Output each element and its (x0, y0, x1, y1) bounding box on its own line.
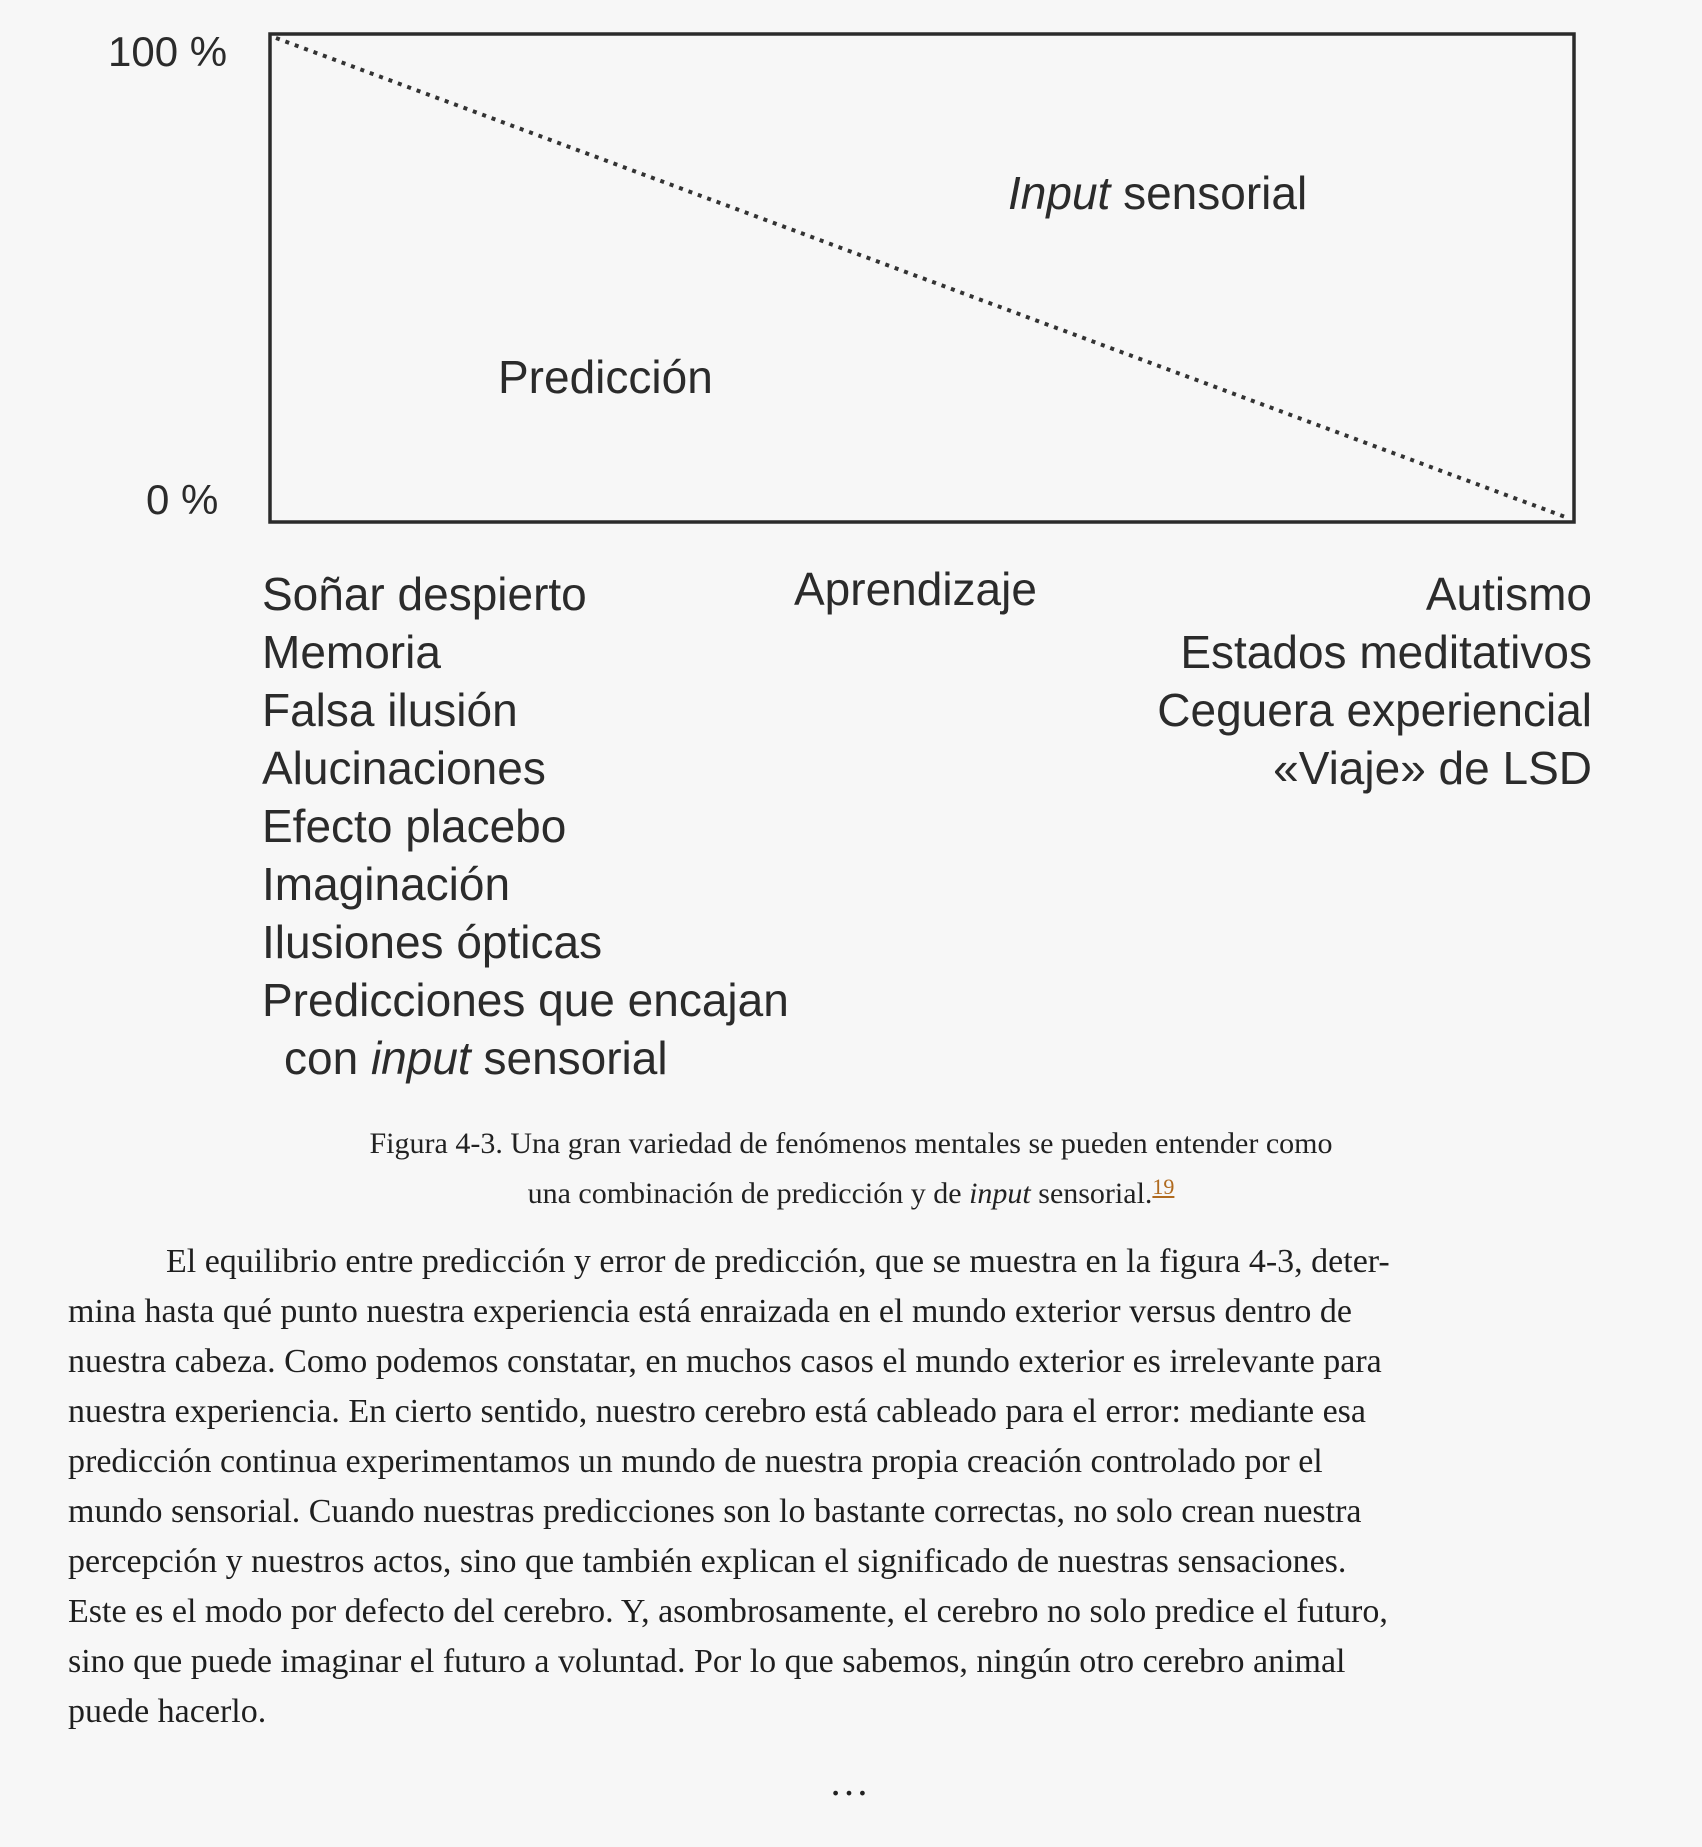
left-item: Memoria (262, 626, 441, 678)
caption-line-2: una combinación de predicción y de input sensorial.$^{19}$ (527, 1174, 1175, 1210)
left-item: Falsa ilusión (262, 684, 518, 736)
right-item: «Viaje» de LSD (1273, 742, 1592, 794)
region-label-input-rest: sensorial (1110, 167, 1308, 219)
paragraph-line: predicción continua experimentamos un mundo de nuestra propia creación controlado por el (68, 1443, 1323, 1480)
right-item: Estados meditativos (1180, 626, 1592, 678)
paragraph-line: mundo sensorial. Cuando nuestras predicciones son lo bastante correctas, no solo crean nuestra (68, 1493, 1362, 1530)
left-item: Efecto placebo (262, 800, 567, 852)
right-phenomena-list (1157, 565, 1592, 797)
center-label-aprendizaje: Aprendizaje (794, 563, 1037, 615)
figure-caption (0, 1122, 1702, 1215)
diagonal-boundary (276, 38, 1568, 518)
left-item: Ilusiones ópticas (262, 916, 603, 968)
right-item: Ceguera experiencial (1157, 684, 1592, 736)
y-label-bottom: 0 % (146, 476, 219, 523)
paragraph-line: El equilibrio entre predicción y error de predicción, que se muestra en la figura 4-3, deter- (166, 1243, 1390, 1280)
left-phenomena-list (262, 565, 789, 1087)
y-label-top: 100 % (108, 28, 228, 75)
region-label-input-italic: Input (1008, 167, 1111, 219)
paragraph-line: sino que puede imaginar el futuro a voluntad. Por lo que sabemos, ningún otro cerebro animal (68, 1643, 1346, 1680)
left-item-continuation: con input sensorial (284, 1032, 668, 1084)
caption-line-1: Figura 4-3. Una gran variedad de fenómenos mentales se pueden entender como (369, 1127, 1333, 1160)
left-item: Soñar despierto (262, 568, 587, 620)
prediction-input-diagram (0, 0, 1702, 560)
footnote-link-19[interactable]: 19 (1152, 1174, 1175, 1199)
right-item: Autismo (1425, 568, 1592, 620)
section-separator: … (829, 1759, 873, 1804)
paragraph-line: nuestra cabeza. Como podemos constatar, en muchos casos el mundo exterior es irrelevante para (68, 1343, 1382, 1380)
region-label-prediccion: Predicción (498, 351, 713, 403)
paragraph-line: Este es el modo por defecto del cerebro. Y, asombrosamente, el cerebro no solo predice el futuro, (68, 1593, 1388, 1630)
region-label-input-sensorial (1008, 166, 1307, 220)
paragraph-line: puede hacerlo. (68, 1693, 267, 1730)
body-paragraph (68, 1237, 1668, 1737)
paragraph-line: mina hasta qué punto nuestra experiencia está enraizada en el mundo exterior versus dentro de (68, 1293, 1352, 1330)
left-item: Imaginación (262, 858, 511, 910)
left-item: Predicciones que encajan (262, 974, 789, 1026)
paragraph-line: percepción y nuestros actos, sino que también explican el significado de nuestras sensaciones. (68, 1543, 1347, 1580)
paragraph-line: nuestra experiencia. En cierto sentido, nuestro cerebro está cableado para el error: mediante esa (68, 1393, 1366, 1430)
left-item: Alucinaciones (262, 742, 546, 794)
